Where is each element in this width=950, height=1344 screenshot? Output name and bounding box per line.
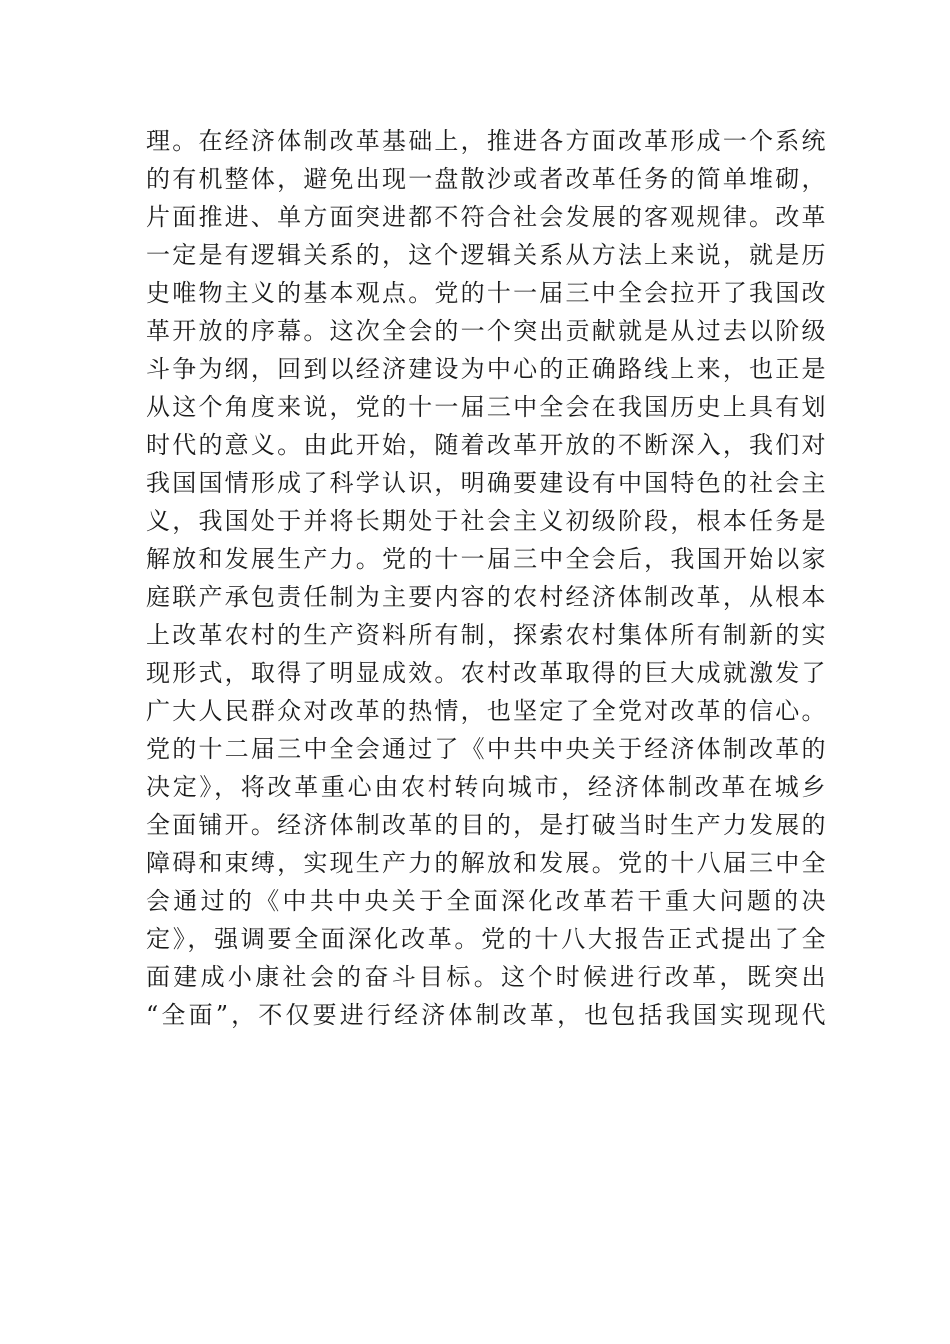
text-line: 一定是有逻辑关系的，这个逻辑关系从方法上来说，就是历 — [146, 241, 826, 269]
text-line: 我国国情形成了科学认识，明确要建设有中国特色的社会主 — [146, 469, 826, 497]
text-line: 定》，强调要全面深化改革。党的十八大报告正式提出了全 — [146, 925, 826, 953]
text-line: 全面铺开。经济体制改革的目的，是打破当时生产力发展的 — [146, 811, 826, 839]
text-line: 会通过的《中共中央关于全面深化改革若干重大问题的决 — [146, 887, 826, 915]
text-line: 决定》，将改革重心由农村转向城市，经济体制改革在城乡 — [146, 773, 826, 801]
text-line: 从这个角度来说，党的十一届三中全会在我国历史上具有划 — [146, 393, 826, 421]
text-line: 解放和发展生产力。党的十一届三中全会后，我国开始以家 — [146, 545, 826, 573]
text-line: 片面推进、单方面突进都不符合社会发展的客观规律。改革 — [146, 203, 826, 231]
text-line: 现形式，取得了明显成效。农村改革取得的巨大成就激发了 — [146, 659, 826, 687]
text-line: 上改革农村的生产资料所有制，探索农村集体所有制新的实 — [146, 621, 826, 649]
text-line: 斗争为纲，回到以经济建设为中心的正确路线上来，也正是 — [146, 355, 826, 383]
body-text — [146, 122, 826, 1034]
text-line: 面建成小康社会的奋斗目标。这个时候进行改革，既突出 — [146, 963, 826, 991]
text-line: 庭联产承包责任制为主要内容的农村经济体制改革，从根本 — [146, 583, 826, 611]
text-line: 理。在经济体制改革基础上，推进各方面改革形成一个系统 — [146, 127, 826, 155]
text-line: 的有机整体，避免出现一盘散沙或者改革任务的简单堆砌， — [146, 165, 826, 193]
text-line: 时代的意义。由此开始，随着改革开放的不断深入，我们对 — [146, 431, 826, 459]
text-line: 义，我国处于并将长期处于社会主义初级阶段，根本任务是 — [146, 507, 826, 535]
text-line: 障碍和束缚，实现生产力的解放和发展。党的十八届三中全 — [146, 849, 826, 877]
text-line: 史唯物主义的基本观点。党的十一届三中全会拉开了我国改 — [146, 279, 826, 307]
text-line: 广大人民群众对改革的热情，也坚定了全党对改革的信心。 — [146, 697, 826, 725]
text-line: 革开放的序幕。这次全会的一个突出贡献就是从过去以阶级 — [146, 317, 826, 345]
text-line: 党的十二届三中全会通过了《中共中央关于经济体制改革的 — [146, 735, 826, 763]
text-line: “全面”，不仅要进行经济体制改革，也包括我国实现现代 — [146, 1001, 826, 1029]
